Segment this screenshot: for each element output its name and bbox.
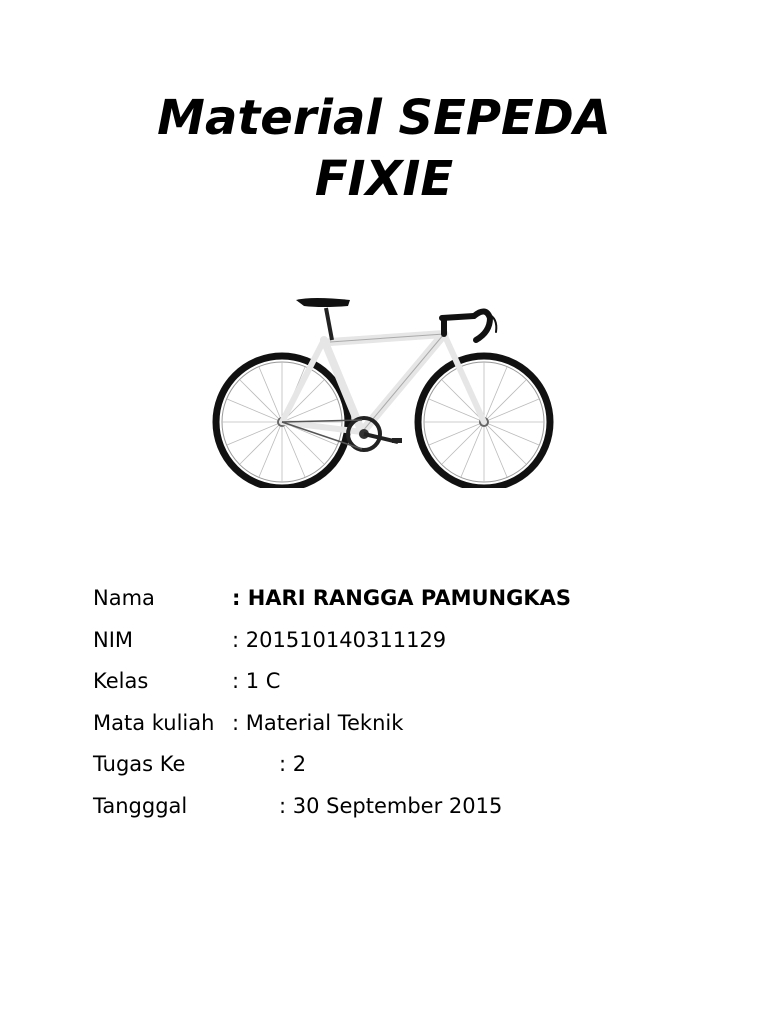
mata-kuliah-value: : Material Teknik bbox=[232, 710, 404, 735]
mata-kuliah-label: Mata kuliah bbox=[93, 710, 215, 735]
tanggal-value: : 30 September 2015 bbox=[279, 793, 503, 818]
fixie-bicycle-image bbox=[212, 292, 556, 488]
nama-label: Nama bbox=[93, 586, 155, 610]
title-line-2: FIXIE bbox=[314, 151, 454, 207]
nim-label: NIM bbox=[93, 627, 134, 652]
handlebar bbox=[442, 311, 496, 340]
kelas-value: : 1 C bbox=[232, 669, 281, 693]
kelas-label: Kelas bbox=[93, 669, 149, 693]
nama-value: : HARI RANGGA PAMUNGKAS bbox=[232, 586, 571, 610]
saddle bbox=[296, 298, 350, 340]
tugas-ke-label: Tugas Ke bbox=[93, 752, 186, 776]
nim-value: : 201510140311129 bbox=[232, 627, 447, 652]
document-title bbox=[0, 88, 768, 210]
bike-frame bbox=[282, 334, 484, 432]
tugas-ke-value: : 2 bbox=[279, 752, 307, 776]
tanggal-label: Tangggal bbox=[93, 793, 188, 818]
title-line-1: Material SEPEDA bbox=[157, 90, 611, 146]
